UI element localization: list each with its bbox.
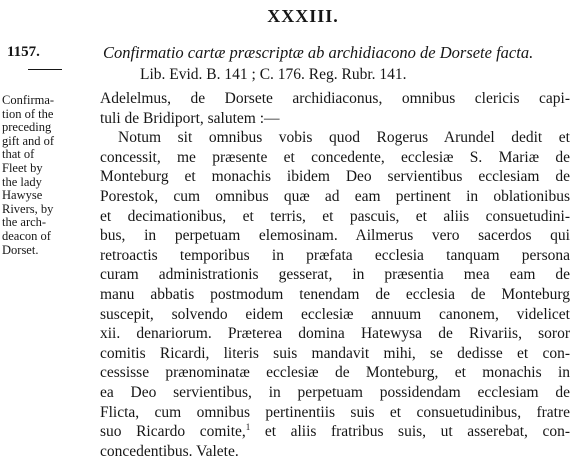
margin-note-line: gift and of (2, 133, 55, 148)
body-line: concedentibus. Valete. (100, 442, 239, 460)
body-line: Flicta, cum omnibus pertinentiis suis et consuetudinibus, fratre (100, 403, 570, 421)
short-rule (28, 69, 62, 70)
body-line-with-footnote (100, 422, 570, 442)
body-line: bus, in perpetuam elemosinam. Ailmerus vero sacerdos qui (100, 227, 570, 245)
body-line: et decimationibus, et terris, et pascuis, et aliis consuetudini- (100, 207, 570, 225)
margin-note-line: preceding (2, 120, 52, 135)
body-line: xii. denariorum. Præterea domina Hatewysa de Rivariis, soror (100, 325, 570, 343)
body-line: curam administrationis gesserat, in præsentia mea eam de (100, 266, 570, 284)
margin-note-line: tion of the (2, 106, 54, 121)
margin-note-line: the lady (2, 174, 42, 189)
body-line: Notum sit omnibus vobis quod Rogerus Arundel dedit et (118, 129, 570, 147)
body-line-head: suo Ricardo comite, (100, 423, 246, 441)
body-line: suscepit, solvendo eidem ecclesiæ annuum canonem, videlicet (100, 305, 570, 323)
body-line: Monteburg et monachis ibidem Deo servientibus ecclesiam de (100, 168, 570, 186)
charter-number: 1157. (7, 44, 40, 60)
body-line: comitis Ricardi, literis suis mandavit mihi, se dedisse et con- (100, 344, 570, 362)
margin-note-line: the arch- (2, 215, 47, 230)
body-line: Adelelmus, de Dorsete archidiaconus, omnibus clericis capi- (100, 90, 570, 107)
body-line: manu abbatis postmodum tenendam de ecclesia de Monteburg (100, 285, 570, 303)
body-line: Porestok, cum omnibus quæ ad eam pertinent in oblationibus (100, 187, 570, 205)
body-line-tail: et aliis fratribus suis, ut asserebat, con- (250, 423, 571, 441)
source-references: Lib. Evid. B. 141 ; C. 176. Reg. Rubr. 141. (140, 66, 407, 83)
margin-note-line: Rivers, by (2, 201, 54, 216)
margin-note-line: Dorset. (2, 242, 39, 257)
body-line: cessisse prænominatæ ecclesiæ de Monteburg, et monachis in (100, 364, 570, 382)
body-line: concessit, me præsente et concedente, ecclesiæ S. Mariæ de (100, 148, 570, 166)
margin-note-line: Hawyse (2, 188, 43, 203)
margin-note (2, 94, 94, 257)
margin-note-line: Fleet by (2, 160, 43, 175)
margin-note-line: that of (2, 147, 35, 162)
margin-note-line: deacon of (2, 228, 51, 243)
charter-body (100, 89, 570, 461)
charter-title: Confirmatio cartæ præscriptæ ab archidiacono de Dorsete facta. (103, 43, 534, 62)
charter-heading: XXXIII. (267, 6, 339, 26)
body-line: tuli de Bridiport, salutem :— (100, 109, 280, 127)
footnote-marker[interactable]: 1 (245, 421, 251, 432)
body-line: ea Deo servientibus, in perpetuam possidendam ecclesiam de (100, 383, 570, 401)
margin-note-line: Confirma- (2, 93, 55, 107)
body-line: retroactis temporibus in præfata ecclesia tanquam persona (100, 246, 570, 264)
